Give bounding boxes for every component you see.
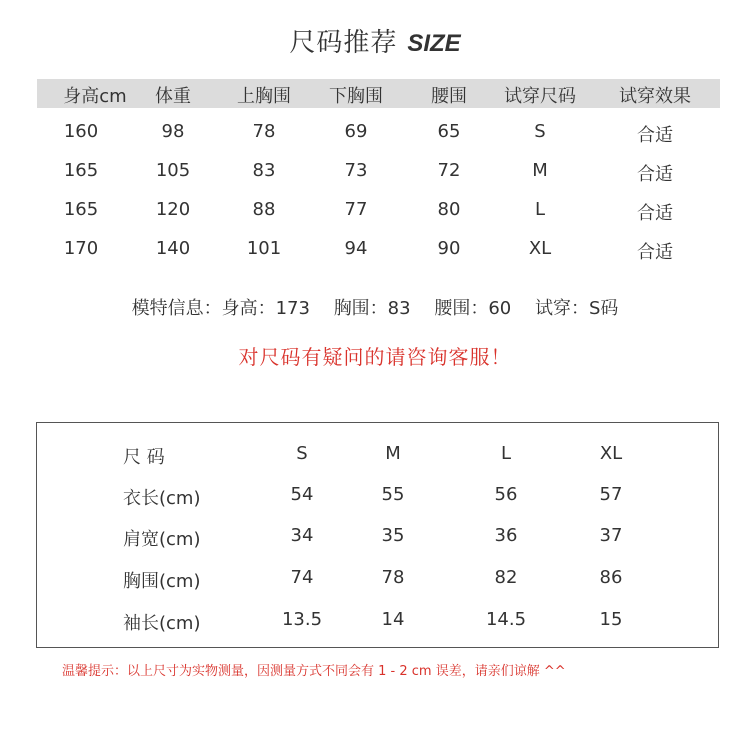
cell-weight: 105 xyxy=(155,160,191,181)
cell-waist: 80 xyxy=(437,199,461,220)
cell-upper-bust: 88 xyxy=(252,199,276,220)
spec-row-label: 袖长(cm) xyxy=(123,613,201,634)
measurement-footnote: 温馨提示：以上尺寸为实物测量，因测量方式不同会有 1 - 2 cm 误差，请亲们谅解 ^^ xyxy=(62,664,566,679)
spec-header-l: L xyxy=(500,443,512,464)
spec-cell: 86 xyxy=(599,567,623,588)
spec-cell: 55 xyxy=(381,484,405,505)
spec-cell: 15 xyxy=(599,609,623,630)
cell-waist: 65 xyxy=(437,121,461,142)
spec-cell: 35 xyxy=(381,525,405,546)
header-height: 身高cm xyxy=(63,86,127,107)
header-under-bust: 下胸围 xyxy=(329,86,383,107)
cell-under-bust: 94 xyxy=(344,238,368,259)
title-text: 尺码推荐 xyxy=(289,28,398,58)
spec-cell: 57 xyxy=(599,484,623,505)
spec-table xyxy=(36,422,719,648)
spec-row-label: 衣长(cm) xyxy=(123,488,201,509)
cell-under-bust: 73 xyxy=(344,160,368,181)
cell-weight: 140 xyxy=(155,238,191,259)
spec-cell: 14.5 xyxy=(485,609,527,630)
cell-under-bust: 77 xyxy=(344,199,368,220)
cell-tried-effect: 合适 xyxy=(637,125,673,146)
spec-cell: 78 xyxy=(381,567,405,588)
spec-cell: 56 xyxy=(494,484,518,505)
spec-header-size: 尺 码 xyxy=(123,447,165,468)
cell-upper-bust: 83 xyxy=(252,160,276,181)
spec-header-s: S xyxy=(296,443,308,464)
model-info-bust: 胸围：83 xyxy=(333,298,411,319)
title-size-word: SIZE xyxy=(407,30,461,57)
spec-cell: 34 xyxy=(290,525,314,546)
spec-row-label: 胸围(cm) xyxy=(123,571,201,592)
model-info-waist: 腰围：60 xyxy=(434,298,512,319)
cell-height: 170 xyxy=(63,238,99,259)
header-upper-bust: 上胸围 xyxy=(237,86,291,107)
recommend-table-header xyxy=(37,79,720,108)
spec-cell: 13.5 xyxy=(281,609,323,630)
cell-weight: 98 xyxy=(161,121,185,142)
header-weight: 体重 xyxy=(155,86,191,107)
spec-cell: 82 xyxy=(494,567,518,588)
spec-cell: 36 xyxy=(494,525,518,546)
cell-tried-size: M xyxy=(532,160,548,181)
cell-height: 160 xyxy=(63,121,99,142)
cell-weight: 120 xyxy=(155,199,191,220)
header-waist: 腰围 xyxy=(431,86,467,107)
cell-waist: 72 xyxy=(437,160,461,181)
cell-tried-effect: 合适 xyxy=(637,164,673,185)
spec-header-m: M xyxy=(385,443,401,464)
cell-upper-bust: 101 xyxy=(246,238,282,259)
model-info-tried: 试穿：S码 xyxy=(534,298,619,319)
spec-header-xl: XL xyxy=(599,443,623,464)
spec-cell: 14 xyxy=(381,609,405,630)
cell-tried-effect: 合适 xyxy=(637,203,673,224)
model-info xyxy=(0,294,750,320)
cell-under-bust: 69 xyxy=(344,121,368,142)
cell-height: 165 xyxy=(63,199,99,220)
customer-service-notice: 对尺码有疑问的请咨询客服！ xyxy=(238,345,512,369)
model-info-height: 身高：173 xyxy=(221,298,310,319)
cell-tried-size: XL xyxy=(528,238,552,259)
cell-tried-size: S xyxy=(534,121,546,142)
header-tried-effect: 试穿效果 xyxy=(619,86,691,107)
cell-waist: 90 xyxy=(437,238,461,259)
spec-cell: 37 xyxy=(599,525,623,546)
spec-cell: 54 xyxy=(290,484,314,505)
model-info-prefix: 模特信息： xyxy=(131,298,222,319)
page-title xyxy=(0,22,750,59)
cell-height: 165 xyxy=(63,160,99,181)
cell-tried-effect: 合适 xyxy=(637,242,673,263)
spec-row-label: 肩宽(cm) xyxy=(123,529,201,550)
spec-cell: 74 xyxy=(290,567,314,588)
cell-tried-size: L xyxy=(534,199,546,220)
header-tried-size: 试穿尺码 xyxy=(504,86,576,107)
cell-upper-bust: 78 xyxy=(252,121,276,142)
